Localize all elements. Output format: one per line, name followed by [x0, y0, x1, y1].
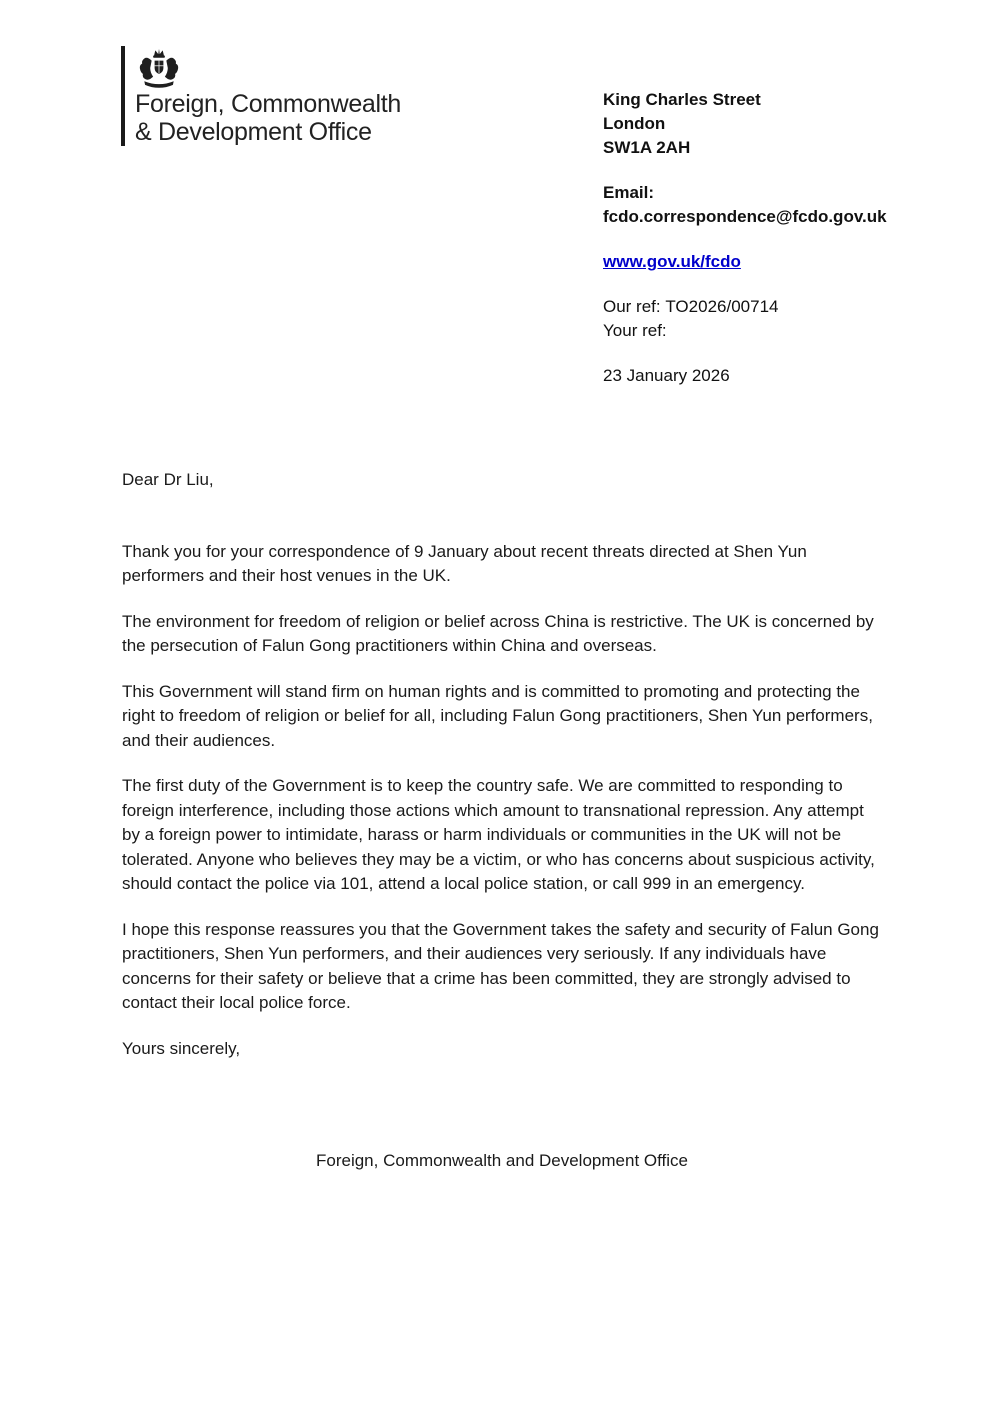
email-label: Email: — [603, 183, 655, 202]
our-ref-value: TO2026/00714 — [665, 297, 779, 316]
your-ref-label: Your ref: — [603, 321, 667, 340]
website-block — [603, 250, 963, 274]
letter-body — [122, 468, 882, 1174]
closing-line: Yours sincerely, — [122, 1038, 241, 1058]
email-address: fcdo.correspondence@fcdo.gov.uk — [603, 207, 887, 226]
our-ref-label: Our ref: — [603, 297, 661, 316]
signature-organisation: Foreign, Commonwealth and Development Office — [316, 1151, 688, 1170]
logo-content — [135, 46, 401, 146]
website-link[interactable]: www.gov.uk/fcdo — [603, 252, 741, 271]
reference-block — [603, 295, 963, 343]
address-line: King Charles Street — [603, 90, 761, 109]
paragraph-3: This Government will stand firm on human rights and is committed to promoting and protecting the right to freedom of religion or belief for all, including Falun Gong practitioners, Shen Yun performers, and their audiences. — [122, 681, 873, 750]
royal-coat-of-arms-icon — [137, 48, 181, 88]
org-name-line2: & Development Office — [135, 118, 372, 146]
paragraph-1: Thank you for your correspondence of 9 January about recent threats directed at Shen Yun performers and their host venues in the UK. — [122, 541, 807, 585]
salutation: Dear Dr Liu, — [122, 470, 214, 489]
address-line: London — [603, 114, 666, 133]
paragraph-5: I hope this response reassures you that the Government takes the safety and security of Falun Gong practitioners, Shen Yun performers, and their audiences very seriously. If any individuals have concerns for their safety or believe that a crime has been committed, they are strongly advised to contact their local police force. — [122, 919, 879, 1012]
letter-date: 23 January 2026 — [603, 366, 730, 385]
org-name-line1: Foreign, Commonwealth — [135, 90, 402, 118]
paragraph-4: The first duty of the Government is to keep the country safe. We are committed to responding to foreign interference, including those actions which amount to transnational repression. Any attempt by a foreign power to intimidate, harass or harm individuals or communities in the UK will not be tolerated. Anyone who believes they may be a victim, or who has concerns about suspicious activity, should contact the police via 101, attend a local police station, or call 999 in an emergency. — [122, 776, 875, 893]
email-block — [603, 181, 963, 229]
address-line: SW1A 2AH — [603, 138, 691, 157]
your-ref-line — [603, 319, 963, 343]
fcdo-logo — [121, 46, 401, 146]
logo-vertical-bar — [121, 46, 125, 146]
postal-address — [603, 88, 963, 160]
our-ref-line — [603, 295, 963, 319]
paragraph-2: The environment for freedom of religion or belief across China is restrictive. The UK is concerned by the persecution of Falun Gong practitioners within China and overseas. — [122, 611, 874, 655]
contact-block — [603, 88, 963, 409]
